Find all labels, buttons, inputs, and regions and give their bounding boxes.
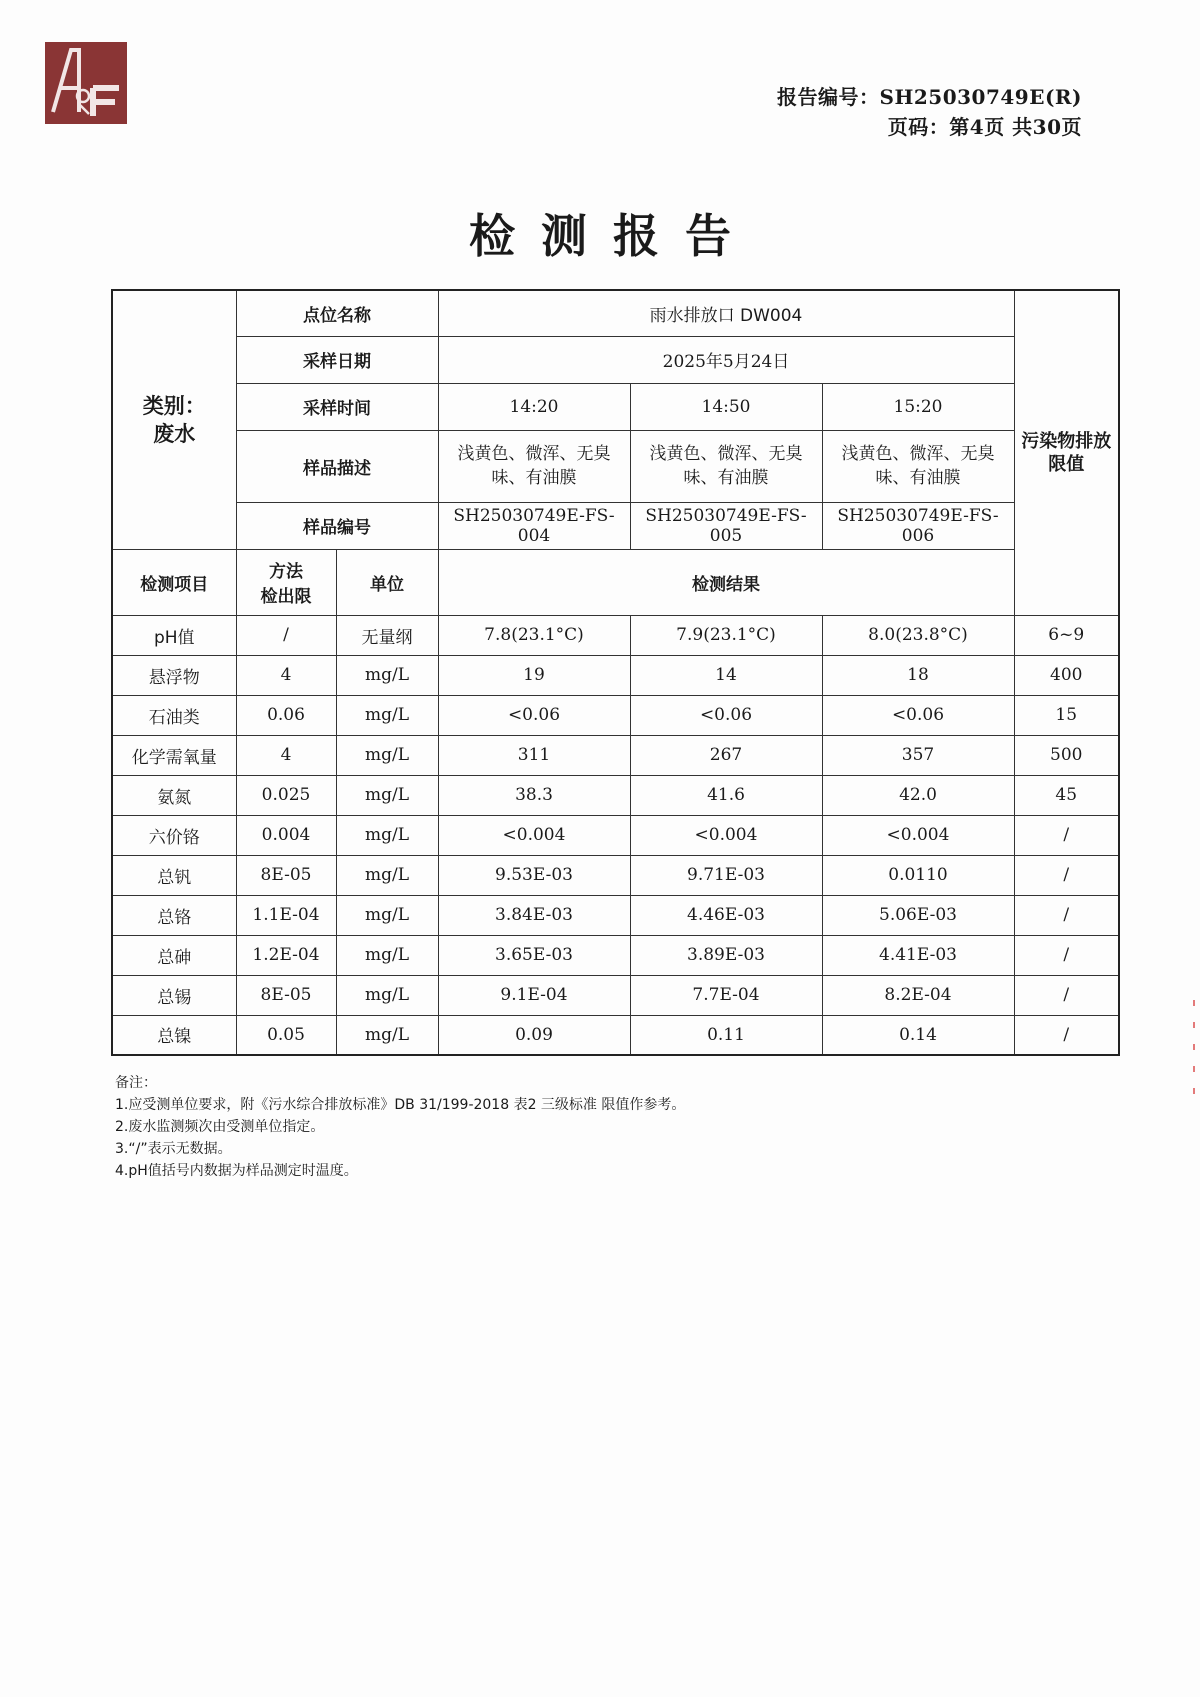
- row-detection-limit: 1.2E-04: [236, 935, 336, 975]
- row-standard-limit: 500: [1014, 735, 1119, 775]
- description-row: [112, 430, 1119, 502]
- time-label: 采样时间: [236, 383, 438, 430]
- date-value: 2025年5月24日: [438, 336, 1014, 383]
- row-result: <0.004: [822, 815, 1014, 855]
- report-number: SH25030749E(R): [879, 85, 1082, 109]
- table-row: [112, 895, 1119, 935]
- page-title: 检测报告: [469, 209, 757, 263]
- time-value: 15:20: [822, 383, 1014, 430]
- sample-id-row: [112, 502, 1119, 549]
- location-label: 点位名称: [236, 290, 438, 336]
- row-result: <0.06: [630, 695, 822, 735]
- table-row: [112, 855, 1119, 895]
- row-standard-limit: /: [1014, 975, 1119, 1015]
- row-result: 14: [630, 655, 822, 695]
- row-result: 7.9(23.1°C): [630, 615, 822, 655]
- row-result: 41.6: [630, 775, 822, 815]
- sample-id: SH25030749E-FS-006: [822, 502, 1014, 549]
- page-number-line: 页码：第4页 共30页: [887, 115, 1082, 139]
- notes-title: 备注：: [115, 1075, 157, 1091]
- row-item: 总铬: [112, 895, 236, 935]
- row-standard-limit: /: [1014, 935, 1119, 975]
- sample-id: SH25030749E-FS-004: [438, 502, 630, 549]
- row-item: 总砷: [112, 935, 236, 975]
- page-number: 第4页 共30页: [949, 115, 1082, 139]
- time-value: 14:50: [630, 383, 822, 430]
- sample-id-label: 样品编号: [236, 502, 438, 549]
- row-standard-limit: /: [1014, 895, 1119, 935]
- results-table: [111, 289, 1120, 1056]
- row-result: 3.89E-03: [630, 935, 822, 975]
- category-cell: 类别： 废水: [112, 290, 236, 549]
- logo-icon: [45, 42, 127, 124]
- seal-edge-marks: [1193, 1000, 1196, 1120]
- note-item: 4.pH值括号内数据为样品测定时温度。: [115, 1163, 358, 1179]
- table-row: [112, 935, 1119, 975]
- row-result: 9.71E-03: [630, 855, 822, 895]
- location-value: 雨水排放口 DW004: [438, 290, 1014, 336]
- row-result: 3.65E-03: [438, 935, 630, 975]
- row-unit: mg/L: [336, 735, 438, 775]
- row-unit: mg/L: [336, 935, 438, 975]
- table-row: [112, 655, 1119, 695]
- row-detection-limit: 8E-05: [236, 855, 336, 895]
- row-unit: mg/L: [336, 655, 438, 695]
- row-result: 0.0110: [822, 855, 1014, 895]
- company-logo: [45, 42, 127, 124]
- column-header-unit: 单位: [336, 549, 438, 615]
- description-label: 样品描述: [236, 430, 438, 502]
- row-result: 311: [438, 735, 630, 775]
- report-number-line: 报告编号：SH25030749E(R): [777, 85, 1082, 109]
- row-item: 石油类: [112, 695, 236, 735]
- note-item: 2.废水监测频次由受测单位指定。: [115, 1119, 325, 1135]
- table-row: [112, 735, 1119, 775]
- row-item: 氨氮: [112, 775, 236, 815]
- row-detection-limit: 1.1E-04: [236, 895, 336, 935]
- limit-header: 污染物排放 限值: [1014, 290, 1119, 615]
- row-result: 0.09: [438, 1015, 630, 1055]
- row-standard-limit: 15: [1014, 695, 1119, 735]
- row-result: 8.0(23.8°C): [822, 615, 1014, 655]
- row-detection-limit: 4: [236, 735, 336, 775]
- row-result: 7.8(23.1°C): [438, 615, 630, 655]
- row-item: 总锡: [112, 975, 236, 1015]
- location-row: [112, 290, 1119, 336]
- row-standard-limit: /: [1014, 815, 1119, 855]
- sample-description: 浅黄色、微浑、无臭 味、有油膜: [630, 430, 822, 502]
- row-result: 38.3: [438, 775, 630, 815]
- table-row: [112, 1015, 1119, 1055]
- row-unit: mg/L: [336, 1015, 438, 1055]
- row-standard-limit: 45: [1014, 775, 1119, 815]
- row-detection-limit: 0.025: [236, 775, 336, 815]
- row-detection-limit: 8E-05: [236, 975, 336, 1015]
- row-detection-limit: 0.06: [236, 695, 336, 735]
- row-result: <0.06: [438, 695, 630, 735]
- row-unit: 无量纲: [336, 615, 438, 655]
- table-row: [112, 615, 1119, 655]
- table-row: [112, 695, 1119, 735]
- row-result: 267: [630, 735, 822, 775]
- row-detection-limit: 0.05: [236, 1015, 336, 1055]
- row-detection-limit: 4: [236, 655, 336, 695]
- column-header-item: 检测项目: [112, 549, 236, 615]
- row-result: 7.7E-04: [630, 975, 822, 1015]
- row-result: 0.14: [822, 1015, 1014, 1055]
- date-row: [112, 336, 1119, 383]
- row-unit: mg/L: [336, 695, 438, 735]
- row-result: <0.06: [822, 695, 1014, 735]
- row-result: 42.0: [822, 775, 1014, 815]
- row-item: 总钒: [112, 855, 236, 895]
- row-unit: mg/L: [336, 895, 438, 935]
- time-value: 14:20: [438, 383, 630, 430]
- row-unit: mg/L: [336, 775, 438, 815]
- column-header-result: 检测结果: [438, 549, 1014, 615]
- row-item: 化学需氧量: [112, 735, 236, 775]
- row-standard-limit: 400: [1014, 655, 1119, 695]
- row-result: 9.1E-04: [438, 975, 630, 1015]
- row-detection-limit: /: [236, 615, 336, 655]
- row-result: 4.46E-03: [630, 895, 822, 935]
- row-result: 18: [822, 655, 1014, 695]
- row-detection-limit: 0.004: [236, 815, 336, 855]
- notes-section: [115, 1072, 685, 1182]
- row-unit: mg/L: [336, 855, 438, 895]
- row-standard-limit: /: [1014, 1015, 1119, 1055]
- row-result: <0.004: [438, 815, 630, 855]
- table-row: [112, 815, 1119, 855]
- column-header-row: [112, 549, 1119, 615]
- date-label: 采样日期: [236, 336, 438, 383]
- report-header: [777, 82, 1082, 142]
- row-result: 5.06E-03: [822, 895, 1014, 935]
- sample-description: 浅黄色、微浑、无臭 味、有油膜: [438, 430, 630, 502]
- row-result: 4.41E-03: [822, 935, 1014, 975]
- row-standard-limit: 6~9: [1014, 615, 1119, 655]
- row-result: 3.84E-03: [438, 895, 630, 935]
- table-row: [112, 775, 1119, 815]
- row-item: 总镍: [112, 1015, 236, 1055]
- note-item: 1.应受测单位要求，附《污水综合排放标准》DB 31/199-2018 表2 三级标准 限值作参考。: [115, 1097, 686, 1113]
- row-standard-limit: /: [1014, 855, 1119, 895]
- row-unit: mg/L: [336, 975, 438, 1015]
- note-item: 3.“/”表示无数据。: [115, 1141, 232, 1157]
- table-row: [112, 975, 1119, 1015]
- row-item: 六价铬: [112, 815, 236, 855]
- row-result: 19: [438, 655, 630, 695]
- row-item: pH值: [112, 615, 236, 655]
- row-item: 悬浮物: [112, 655, 236, 695]
- row-result: 8.2E-04: [822, 975, 1014, 1015]
- sample-description: 浅黄色、微浑、无臭 味、有油膜: [822, 430, 1014, 502]
- row-result: 0.11: [630, 1015, 822, 1055]
- row-result: 9.53E-03: [438, 855, 630, 895]
- row-unit: mg/L: [336, 815, 438, 855]
- row-result: <0.004: [630, 815, 822, 855]
- row-result: 357: [822, 735, 1014, 775]
- time-row: [112, 383, 1119, 430]
- column-header-method: 方法 检出限: [236, 549, 336, 615]
- sample-id: SH25030749E-FS-005: [630, 502, 822, 549]
